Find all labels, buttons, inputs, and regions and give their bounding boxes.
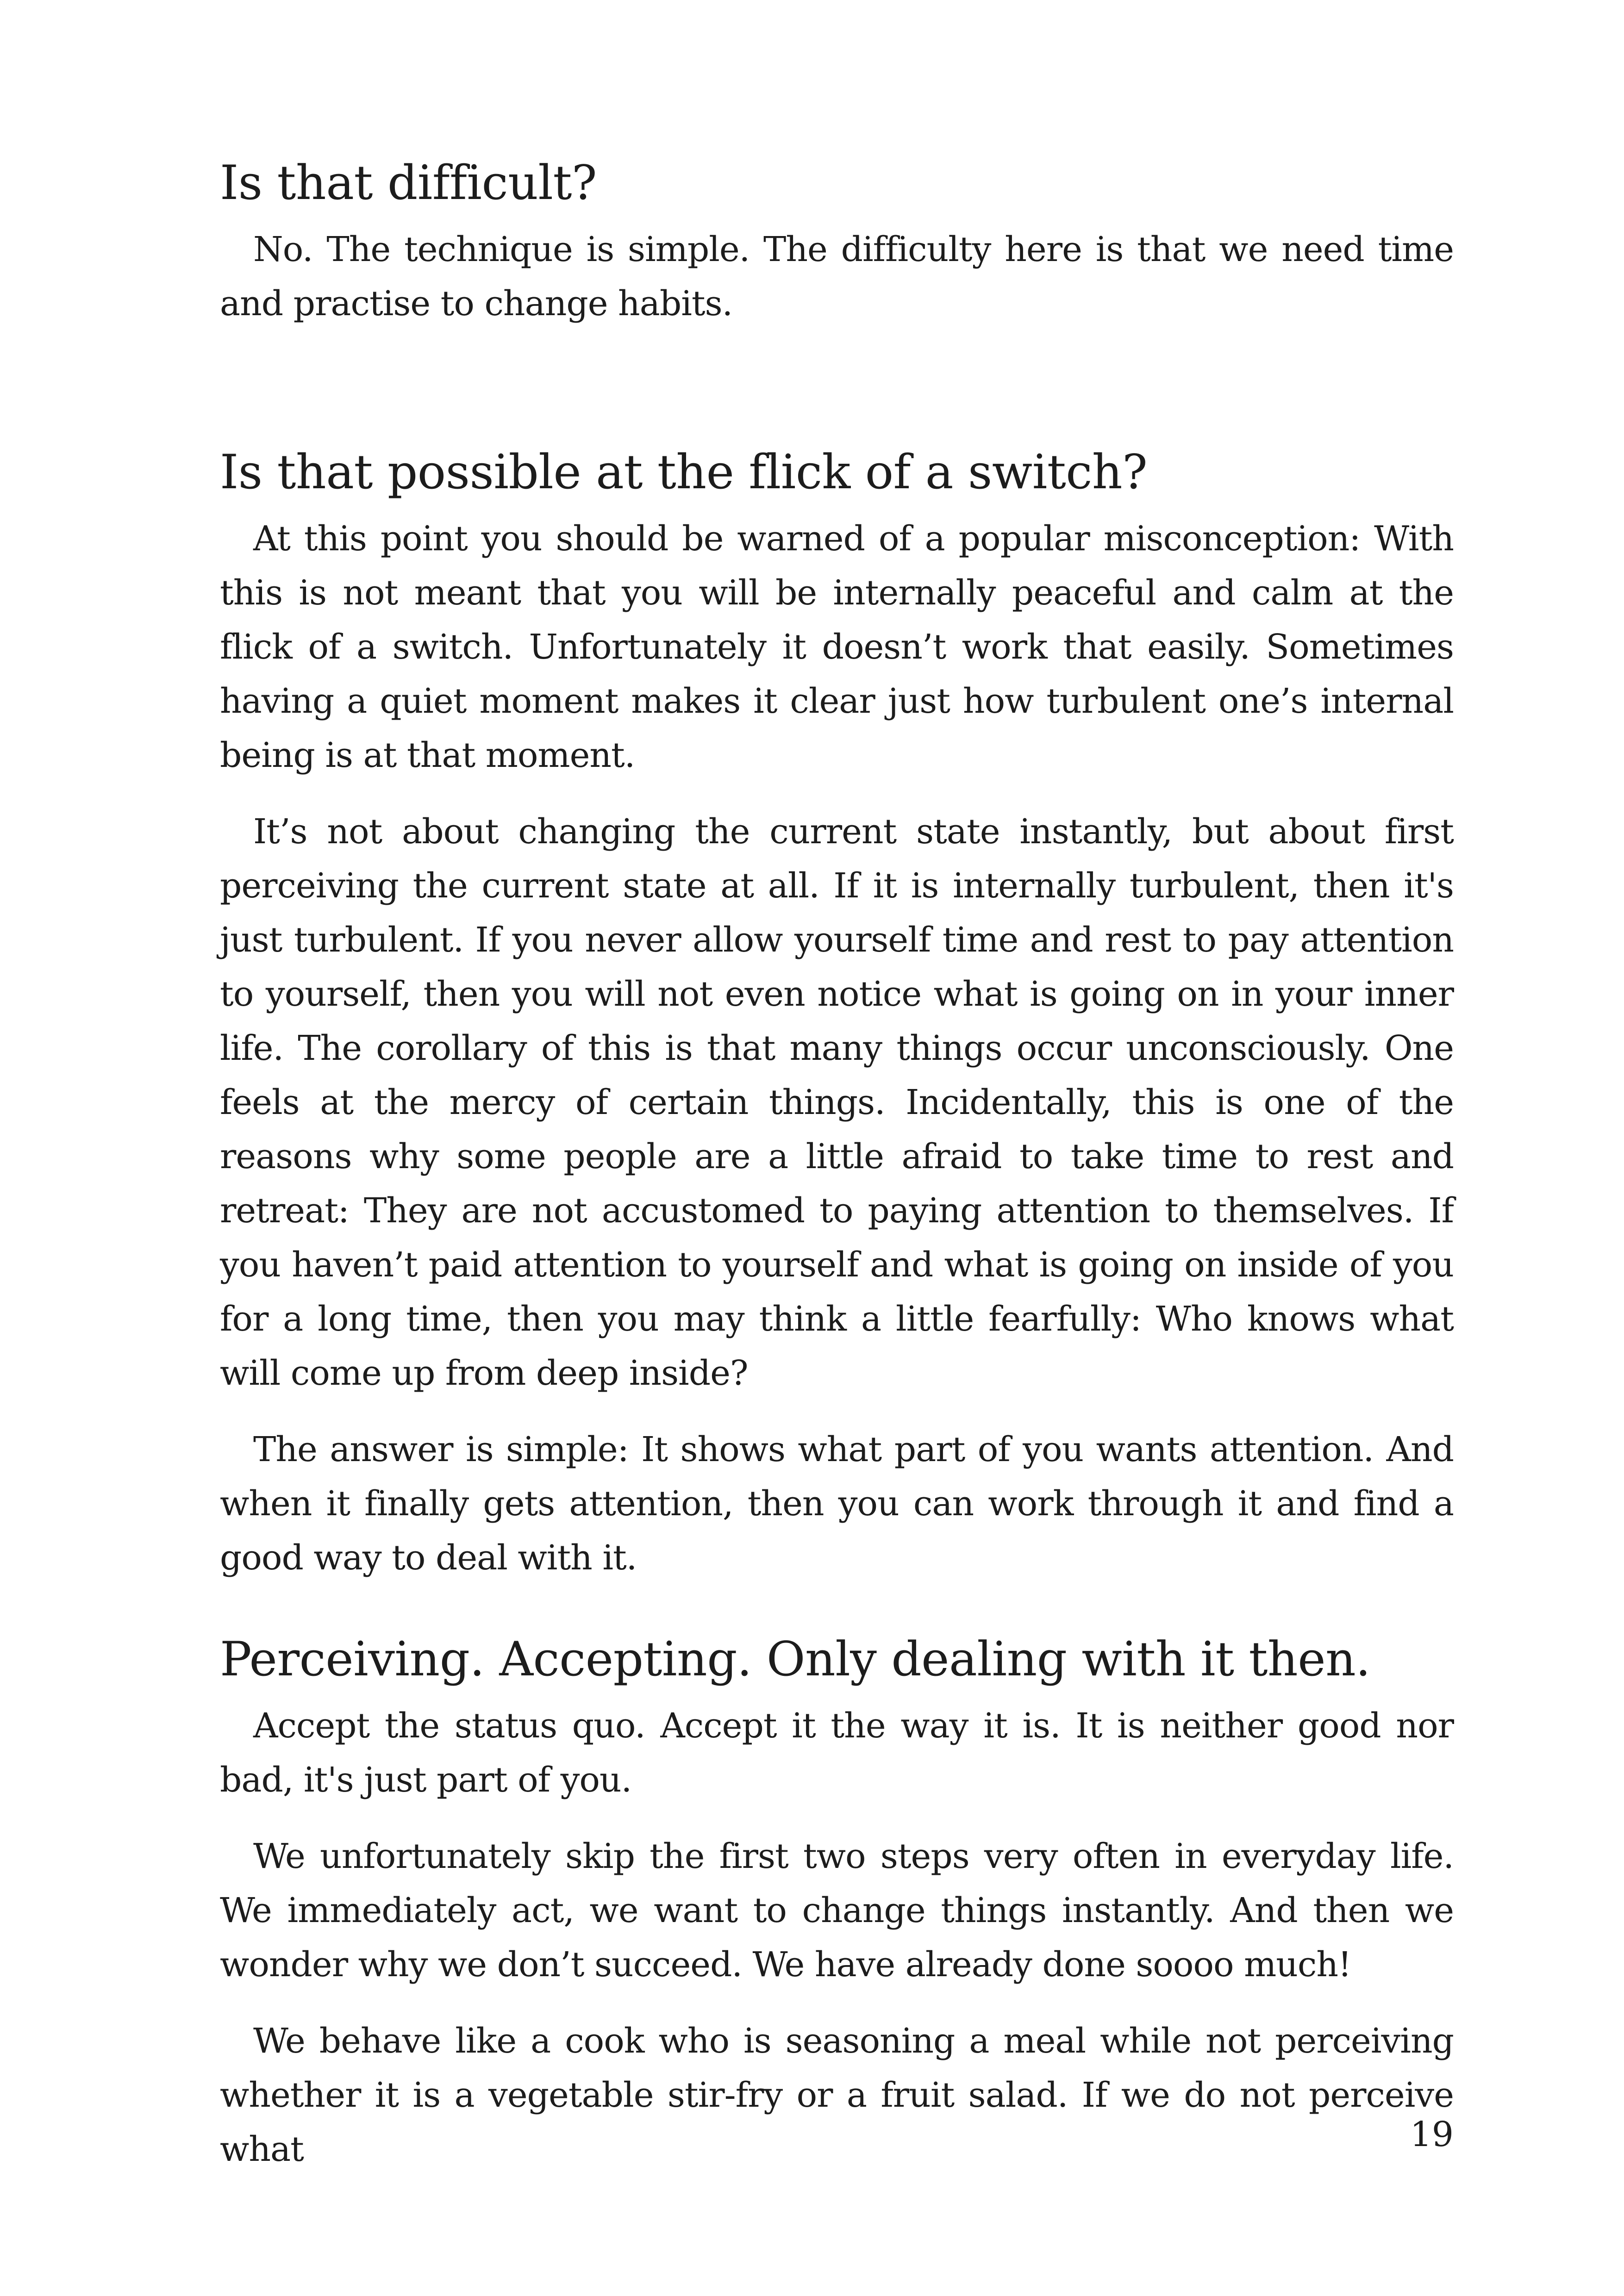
section-heading: Perceiving. Accepting. Only dealing with it then.: [220, 1632, 1371, 1687]
section-perceiving-accepting: [220, 1629, 1454, 2177]
paragraph: Accept the status quo. Accept it the way it is. It is neither good nor bad, it's just part of you.: [220, 1705, 1454, 1800]
paragraph: No. The technique is simple. The difficulty here is that we need time and practise to change habits.: [220, 229, 1454, 324]
paragraph: At this point you should be warned of a popular misconception: With this is not meant that you will be internally peaceful and calm at the flick of a switch. Unfortunately it doesn’t work that easily. Sometimes having a quiet moment makes it clear just how turbulent one’s internal being is at that moment.: [220, 518, 1454, 775]
section-is-that-difficult: [220, 153, 1454, 331]
section-flick-of-a-switch: [220, 442, 1454, 1585]
page-number: 19: [1410, 2115, 1454, 2154]
paragraph: It’s not about changing the current state instantly, but about first perceiving the current state at all. If it is internally turbulent, then it's just turbulent. If you never allow yourself time and rest to pay attention to yourself, then you will not even notice what is going on in your inner life. The corollary of this is that many things occur unconsciously. One feels at the mercy of certain things. Incidentally, this is one of the reasons why some people are a little afraid to take time to rest and retreat: They are not accustomed to paying attention to themselves. If you haven’t paid attention to yourself and what is going on inside of you for a long time, then you may think a little fearfully: Who knows what will come up from deep inside?: [220, 811, 1454, 1393]
paragraph: We unfortunately skip the first two steps very often in everyday life. We immediately act, we want to change things instantly. And then we wonder why we don’t succeed. We have already done soooo much!: [220, 1836, 1454, 1985]
paragraph: The answer is simple: It shows what part of you wants attention. And when it finally gets attention, then you can work through it and find a good way to deal with it.: [220, 1429, 1454, 1578]
paragraph: We behave like a cook who is seasoning a meal while not perceiving whether it is a vegetable stir-fry or a fruit salad. If we do not perceive what: [220, 2021, 1454, 2169]
section-heading: Is that difficult?: [220, 156, 597, 211]
section-heading: Is that possible at the flick of a switch?: [220, 445, 1148, 500]
